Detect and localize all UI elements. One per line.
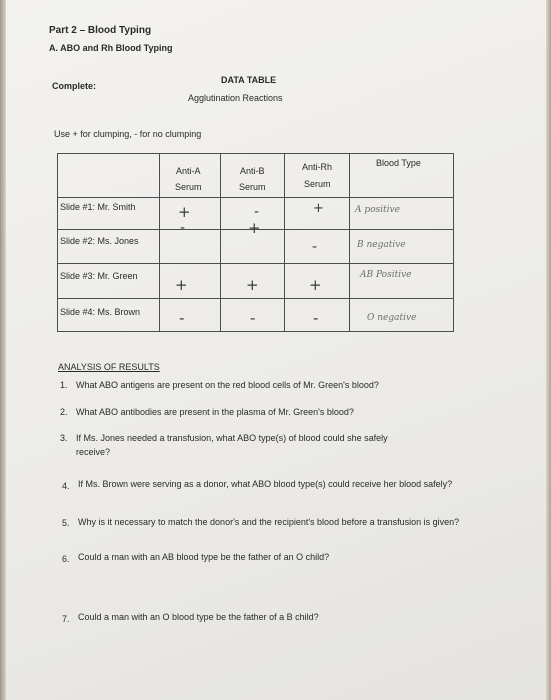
brown-anti-rh-mark: - xyxy=(313,309,319,327)
question-3-number: 3. xyxy=(60,433,68,443)
header-anti-rh: Anti-Rh xyxy=(302,162,333,172)
question-1-text: What ABO antigens are present on the red blood cells of Mr. Green's blood? xyxy=(76,380,379,390)
brown-anti-a-mark: - xyxy=(179,309,185,327)
part-title: Part 2 – Blood Typing xyxy=(49,25,152,36)
question-5-number: 5. xyxy=(62,518,70,528)
question-3-text-continued: receive? xyxy=(76,447,111,457)
question-6-text: Could a man with an AB blood type be the father of an O child? xyxy=(78,552,330,562)
row-label-green: Slide #3: Mr. Green xyxy=(60,271,138,281)
green-blood-type: AB Positive xyxy=(360,270,412,280)
row-label-smith: Slide #1: Mr. Smith xyxy=(60,202,136,212)
smith-blood-type: A positive xyxy=(355,205,400,215)
question-4-text: If Ms. Brown were serving as a donor, what ABO blood type(s) could receive her blood safely? xyxy=(78,479,453,489)
header-anti-b: Anti-B xyxy=(240,166,265,176)
header-anti-a: Anti-A xyxy=(176,166,201,176)
table-title: DATA TABLE xyxy=(221,75,277,85)
jones-blood-type: B negative xyxy=(357,240,406,250)
question-7-text: Could a man with an O blood type be the father of a B child? xyxy=(78,612,319,622)
question-3-text: If Ms. Jones needed a transfusion, what ABO type(s) of blood could she safely xyxy=(76,433,388,443)
table-subtitle: Agglutination Reactions xyxy=(188,93,283,103)
header-blood-type: Blood Type xyxy=(376,158,421,168)
header-anti-b-serum: Serum xyxy=(239,182,266,192)
green-anti-a-mark: + xyxy=(175,276,188,294)
brown-anti-b-mark: - xyxy=(250,309,256,327)
section-title: A. ABO and Rh Blood Typing xyxy=(49,43,173,53)
header-anti-rh-serum: Serum xyxy=(304,179,331,189)
question-1-number: 1. xyxy=(60,380,68,390)
row-label-brown: Slide #4: Ms. Brown xyxy=(60,307,141,317)
complete-label: Complete: xyxy=(52,81,97,91)
jones-anti-a-mark: - xyxy=(180,220,186,236)
question-7-number: 7. xyxy=(62,614,70,624)
smith-anti-b-mark: - xyxy=(254,204,260,220)
jones-anti-rh-mark: - xyxy=(312,239,318,255)
question-4-number: 4. xyxy=(62,481,70,491)
header-anti-a-serum: Serum xyxy=(175,182,202,192)
analysis-heading: ANALYSIS OF RESULTS xyxy=(58,362,160,372)
green-anti-b-mark: + xyxy=(246,276,259,294)
question-5-text: Why is it necessary to match the donor's and the recipient's blood before a transfusion is given? xyxy=(78,517,460,527)
question-6-number: 6. xyxy=(62,554,70,564)
brown-blood-type: O negative xyxy=(367,313,417,323)
smith-anti-rh-mark: + xyxy=(313,201,324,216)
jones-anti-b-mark: + xyxy=(248,219,261,237)
smith-anti-a-mark: + xyxy=(178,203,191,221)
question-2-text: What ABO antibodies are present in the plasma of Mr. Green's blood? xyxy=(76,407,354,417)
worksheet-page xyxy=(6,0,546,700)
row-label-jones: Slide #2: Ms. Jones xyxy=(60,236,139,246)
photo-edge-right xyxy=(546,0,551,700)
green-anti-rh-mark: + xyxy=(309,276,322,294)
question-2-number: 2. xyxy=(60,407,68,417)
instructions: Use + for clumping, - for no clumping xyxy=(54,129,202,139)
